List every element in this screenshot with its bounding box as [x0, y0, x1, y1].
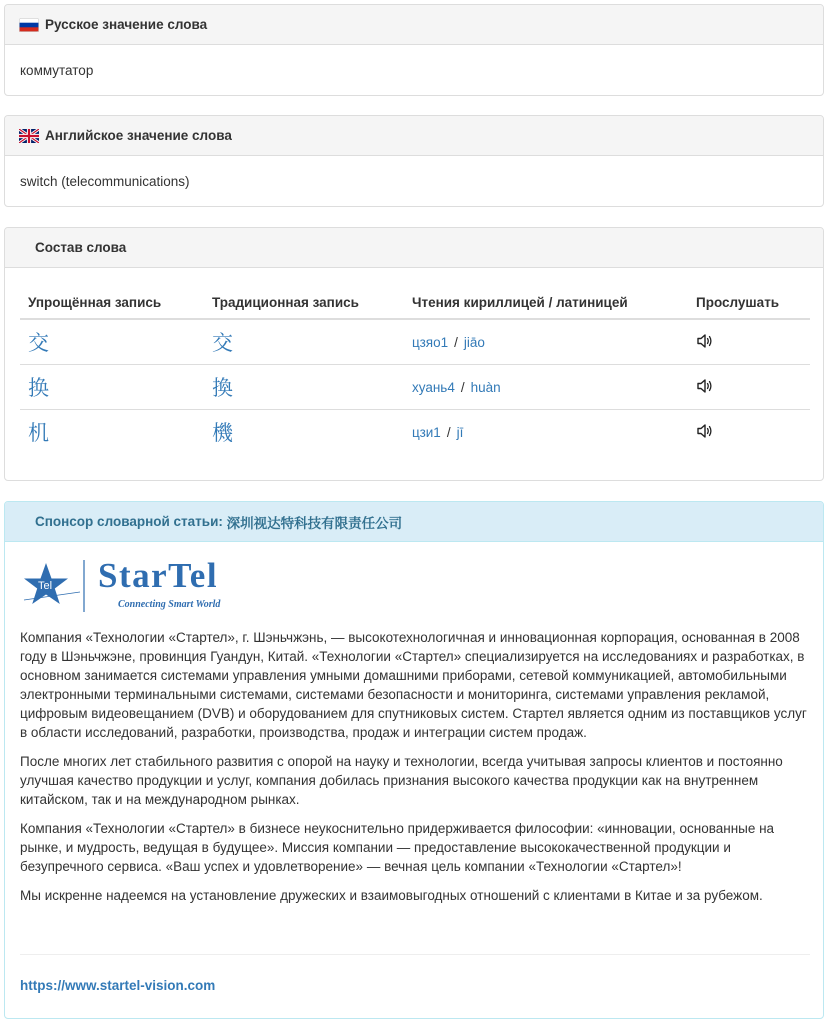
simplified-cell — [20, 365, 204, 410]
sponsor-paragraph-3: Компания «Технологии «Стартел» в бизнесе неукоснительно придерживается философии: «инновации, основанные на рынке, и мудрость, ведущая в будущее». Миссия компании — предоставление высококачественной продукции и безупречного сервиса. «Ваш успех и удовлетворение» — вечная цель компании «Технологии «Стартел»! — [20, 821, 775, 874]
listen-cell — [688, 319, 810, 365]
cyrillic-reading-link[interactable]: цзяо1 — [412, 334, 449, 350]
sponsor-divider — [20, 954, 810, 955]
pinyin-reading-link[interactable]: jī — [456, 424, 464, 440]
simplified-char-link[interactable]: 交 — [28, 331, 49, 355]
word-composition-title: Состав слова — [35, 240, 127, 255]
english-meaning-value: switch (telecommunications) — [20, 173, 190, 189]
english-meaning-title: Английское значение слова — [45, 128, 232, 143]
table-row — [20, 365, 810, 410]
sponsor-heading — [5, 502, 823, 542]
cyrillic-reading-link[interactable]: хуань4 — [412, 379, 455, 395]
word-composition-panel — [4, 227, 824, 481]
traditional-cell — [204, 365, 404, 410]
traditional-char-link[interactable]: 交 — [212, 331, 233, 355]
reading-separator: / — [454, 334, 458, 350]
listen-cell — [688, 365, 810, 410]
sponsor-company-name: 深圳视达特科技有限责任公司 — [226, 515, 403, 531]
pinyin-reading-link[interactable]: jiāo — [463, 334, 485, 350]
reading-separator: / — [446, 424, 451, 440]
traditional-cell — [204, 410, 404, 455]
logo-badge-text: Tel — [38, 580, 53, 592]
word-composition-heading — [5, 228, 823, 268]
speaker-icon[interactable] — [696, 333, 714, 349]
russian-meaning-value: коммутатор — [20, 62, 94, 78]
english-meaning-heading — [5, 116, 823, 156]
sponsor-heading-label: Спонсор словарной статьи: — [35, 514, 223, 529]
traditional-cell — [204, 319, 404, 365]
startel-logo — [20, 558, 260, 618]
speaker-icon[interactable] — [696, 423, 714, 439]
sponsor-description — [20, 628, 810, 915]
simplified-cell — [20, 319, 204, 365]
pinyin-reading-link[interactable]: huàn — [470, 379, 501, 395]
sponsor-paragraph-4: Мы искренне надеемся на установление дружеских и взаимовыгодных отношений с клиентами в Китае и за рубежом. — [20, 888, 763, 903]
simplified-cell — [20, 410, 204, 455]
column-header-listen: Прослушать — [688, 286, 810, 319]
readings-cell — [404, 410, 688, 455]
logo-brand-text: StarTel — [98, 556, 219, 595]
table-row — [20, 410, 810, 455]
russian-meaning-heading — [5, 5, 823, 45]
listen-cell — [688, 410, 810, 455]
readings-cell — [404, 365, 688, 410]
simplified-char-link[interactable]: 机 — [28, 421, 49, 445]
speaker-icon[interactable] — [696, 378, 714, 394]
simplified-char-link[interactable]: 换 — [28, 376, 49, 400]
logo-tagline-text: Connecting Smart World — [118, 599, 221, 610]
column-header-simplified: Упрощённая запись — [20, 286, 204, 319]
russia-flag-icon — [19, 18, 39, 32]
column-header-readings: Чтения кириллицей / латиницей — [404, 286, 688, 319]
russian-meaning-panel — [4, 4, 824, 96]
russian-meaning-title: Русское значение слова — [45, 17, 208, 32]
traditional-char-link[interactable]: 機 — [212, 421, 233, 445]
sponsor-website-link[interactable]: https://www.startel-vision.com — [20, 978, 216, 993]
sponsor-paragraph-1: Компания «Технологии «Стартел», г. Шэньчжэнь, — высокотехнологичная и инновационная корпорация, основанная в 2008 году в Шэньчжэне, провинция Гуандун, Китай. «Технологии «Стартел» специализируется на исследованиях и разработках, в основном занимается системами управления умными домашними приборами, сетевой коммуникацией, автомобильными электронными терминальными системами, системами безопасности и мониторинга, системами управления рекламой, цифровым видеовещанием (DVB) и оборудованием для спутниковых систем. Стартел является одним из поставщиков услуг в области исследований, разработки, производства, продаж и интеграции систем продаж. — [20, 630, 807, 740]
sponsor-panel — [4, 501, 824, 1019]
sponsor-paragraph-2: После многих лет стабильного развития с опорой на науку и технологии, всегда учитывая запросы клиентов и постоянно улучшая качество продукции и услуг, компания добилась признания высокого качества продукции как на внутреннем китайском, так и на международном рынках. — [20, 754, 783, 807]
uk-flag-icon — [19, 129, 39, 143]
table-row — [20, 319, 810, 365]
column-header-traditional: Традиционная запись — [204, 286, 404, 319]
english-meaning-panel — [4, 115, 824, 207]
readings-cell — [404, 319, 688, 365]
characters-table — [20, 286, 810, 454]
table-header-row — [20, 286, 810, 319]
reading-separator: / — [460, 379, 465, 395]
cyrillic-reading-link[interactable]: цзи1 — [412, 424, 441, 440]
traditional-char-link[interactable]: 換 — [212, 376, 233, 400]
